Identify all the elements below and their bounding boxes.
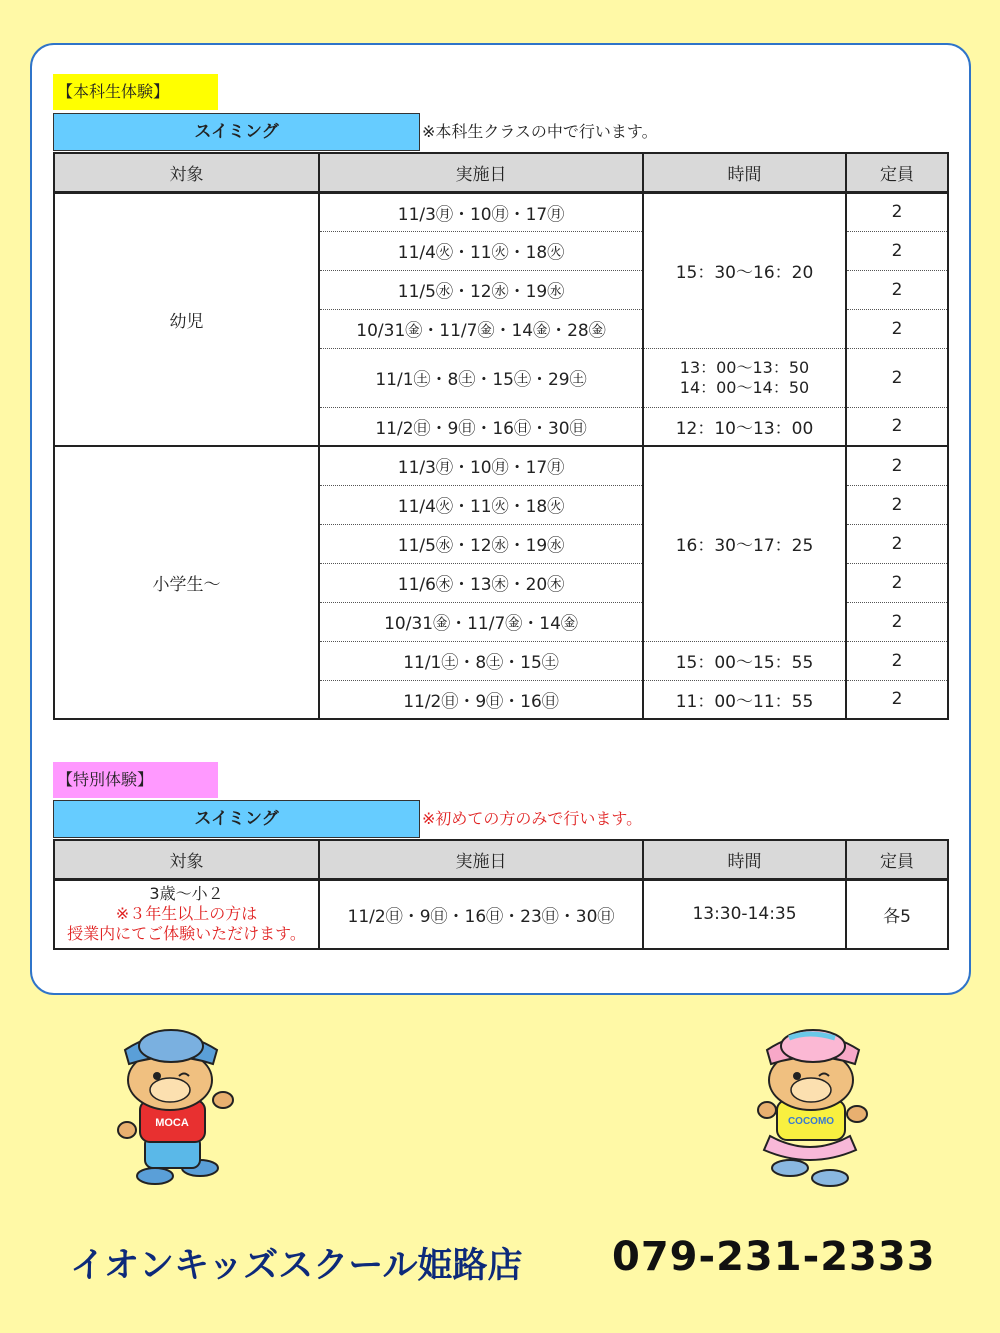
capacity-cell: 2 <box>846 563 948 602</box>
time-cell: 13:30-14:35 <box>643 879 846 949</box>
mascot-moca-illustration <box>105 1018 240 1188</box>
target-note: ※３年生以上の方は <box>115 904 258 924</box>
header-time: 時間 <box>643 153 846 192</box>
table-row <box>54 879 948 949</box>
table-row <box>54 192 948 231</box>
table-row <box>54 446 948 485</box>
capacity-cell: 2 <box>846 192 948 231</box>
table-header-row <box>54 153 948 192</box>
capacity-cell: 2 <box>846 309 948 348</box>
special-trial-table <box>53 839 949 950</box>
header-date: 実施日 <box>319 153 643 192</box>
course-label-swimming-special: スイミング <box>53 800 420 838</box>
target-note: 授業内にてご体験いただけます。 <box>67 924 306 944</box>
capacity-cell: 2 <box>846 270 948 309</box>
target-cell: 幼児 <box>54 192 319 446</box>
section-tag-special: 【特別体験】 <box>53 762 218 798</box>
time-cell: 15：00～15：55 <box>643 641 846 680</box>
school-name: イオンキッズスクール姫路店 <box>70 1246 523 1286</box>
header-target: 対象 <box>54 153 319 192</box>
phone-number[interactable]: 079-231-2333 <box>612 1234 936 1280</box>
time-cell: 12：10～13：00 <box>643 407 846 446</box>
capacity-cell: 各5 <box>846 879 948 949</box>
mascot-shirt-text-moca: MOCA <box>155 1117 189 1129</box>
course-label-swimming: スイミング <box>53 113 420 151</box>
table-header-row <box>54 840 948 879</box>
section-note-special: ※初めての方のみで行います。 <box>422 809 643 828</box>
date-cell: 11/2㊐・9㊐・16㊐・23㊐・30㊐ <box>319 879 643 949</box>
capacity-cell: 2 <box>846 680 948 719</box>
date-cell: 11/2㊐・9㊐・16㊐・30㊐ <box>319 407 643 446</box>
capacity-cell: 2 <box>846 407 948 446</box>
date-cell: 11/1㊏・8㊏・15㊏・29㊏ <box>319 348 643 407</box>
time-cell: 15：30～16：20 <box>643 192 846 348</box>
capacity-cell: 2 <box>846 641 948 680</box>
time-cell: 11：00～11：55 <box>643 680 846 719</box>
header-capacity: 定員 <box>846 153 948 192</box>
capacity-cell: 2 <box>846 348 948 407</box>
time-line: 14：00～14：50 <box>679 377 810 397</box>
time-cell <box>643 348 846 407</box>
date-cell: 11/1㊏・8㊏・15㊏ <box>319 641 643 680</box>
capacity-cell: 2 <box>846 485 948 524</box>
date-cell: 10/31㊎・11/7㊎・14㊎・28㊎ <box>319 309 643 348</box>
capacity-cell: 2 <box>846 602 948 641</box>
header-capacity: 定員 <box>846 840 948 879</box>
date-cell: 11/5㊌・12㊌・19㊌ <box>319 524 643 563</box>
header-target: 対象 <box>54 840 319 879</box>
time-cell: 16：30～17：25 <box>643 446 846 641</box>
date-cell: 11/3㊊・10㊊・17㊊ <box>319 446 643 485</box>
capacity-cell: 2 <box>846 231 948 270</box>
target-cell <box>54 879 319 949</box>
section-note-regular: ※本科生クラスの中で行います。 <box>422 122 658 141</box>
regular-trial-table <box>53 152 949 720</box>
mascot-cocomo-illustration <box>745 1018 880 1188</box>
header-date: 実施日 <box>319 840 643 879</box>
date-cell: 11/2㊐・9㊐・16㊐ <box>319 680 643 719</box>
mascot-shirt-text-cocomo: COCOMO <box>787 1116 835 1127</box>
time-line: 13：00～13：50 <box>679 357 810 377</box>
date-cell: 11/6㊍・13㊍・20㊍ <box>319 563 643 602</box>
target-main: 3歳～小２ <box>149 884 224 904</box>
capacity-cell: 2 <box>846 524 948 563</box>
date-cell: 11/3㊊・10㊊・17㊊ <box>319 192 643 231</box>
section-tag-regular: 【本科生体験】 <box>53 74 218 110</box>
date-cell: 11/4㊋・11㊋・18㊋ <box>319 485 643 524</box>
capacity-cell: 2 <box>846 446 948 485</box>
date-cell: 11/5㊌・12㊌・19㊌ <box>319 270 643 309</box>
date-cell: 10/31㊎・11/7㊎・14㊎ <box>319 602 643 641</box>
target-cell: 小学生～ <box>54 446 319 719</box>
header-time: 時間 <box>643 840 846 879</box>
date-cell: 11/4㊋・11㊋・18㊋ <box>319 231 643 270</box>
